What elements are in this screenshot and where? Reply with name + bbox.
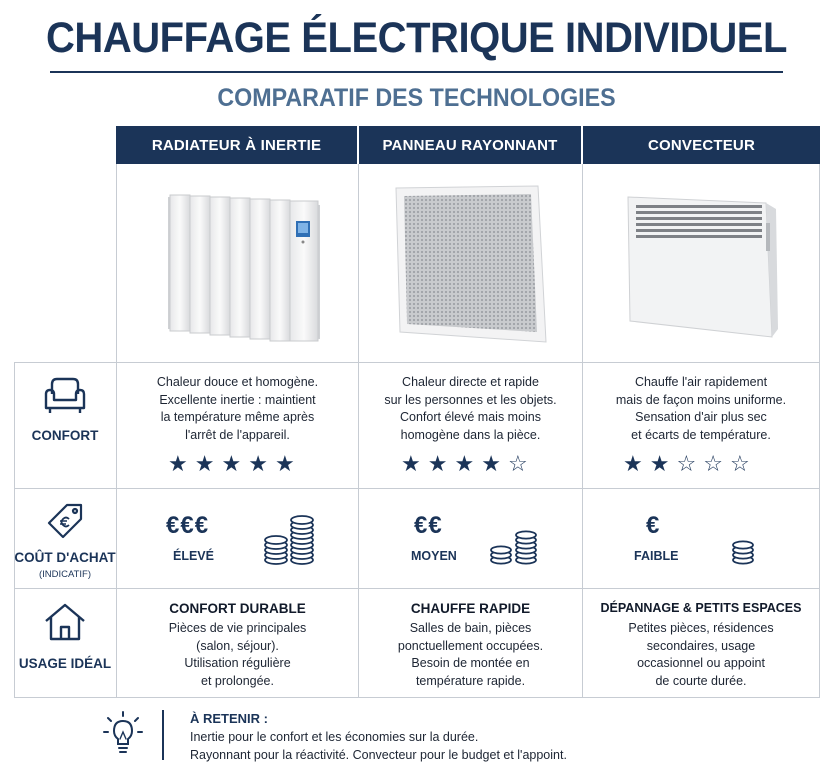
text-line: Pièces de vie principales <box>168 621 307 635</box>
text-line: Utilisation régulière <box>184 656 291 670</box>
cost-level-convecteur: FAIBLE <box>634 549 679 563</box>
lightbulb-icon <box>102 710 144 756</box>
star-empty-icon: ☆ <box>676 451 697 476</box>
text-line: Petites pièces, résidences <box>628 621 774 635</box>
title-divider <box>50 71 783 73</box>
star-filled-icon: ★ <box>194 451 215 476</box>
star-filled-icon: ★ <box>401 451 421 476</box>
text-line: Chauffe l'air rapidement <box>634 375 768 389</box>
grid-line <box>14 588 820 589</box>
text-line: mais de façon moins uniforme. <box>615 392 787 407</box>
row-label-text: CONFORT <box>31 428 99 443</box>
usage-title-inertie: CONFORT DURABLE <box>169 601 306 616</box>
grid-line <box>819 164 820 698</box>
star-filled-icon: ★ <box>248 451 268 476</box>
star-filled-icon: ★ <box>649 451 670 476</box>
text-line: secondaires, usage <box>646 638 756 653</box>
text-line: Confort élevé mais moins <box>399 410 542 424</box>
star-empty-icon: ☆ <box>729 451 750 476</box>
radiateur-inertie-image <box>117 166 358 362</box>
text-line: Chaleur douce et homogène. <box>156 375 319 389</box>
retenir-divider <box>162 710 164 760</box>
text-line: de courte durée. <box>655 673 747 688</box>
star-filled-icon: ★ <box>427 451 448 476</box>
text-line: ponctuellement occupées. <box>397 638 544 653</box>
text-line: et prolongée. <box>201 673 274 688</box>
text-line: Chaleur directe et rapide <box>402 375 539 389</box>
euro-tag-icon <box>45 502 85 540</box>
page-subtitle: COMPARATIF DES TECHNOLOGIES <box>217 84 616 112</box>
star-empty-icon: ☆ <box>507 451 528 476</box>
usage-title-rayonnant: CHAUFFE RAPIDE <box>410 601 531 616</box>
text-line: l'arrêt de l'appareil. <box>185 427 290 442</box>
column-header-rayonnant: PANNEAU RAYONNANT <box>359 126 581 164</box>
row-sublabel-text: (INDICATIF) <box>38 569 92 580</box>
star-filled-icon: ★ <box>221 451 242 476</box>
grid-line <box>14 697 820 698</box>
text-line: homogène dans la pièce. <box>400 427 541 442</box>
convecteur-image <box>583 166 819 362</box>
text-line: et écarts de température. <box>631 427 771 442</box>
text-line: la température même après <box>160 410 315 424</box>
star-empty-icon: ☆ <box>703 451 723 476</box>
coin-stacks-medium-icon <box>488 526 540 566</box>
usage-text-convecteur <box>583 620 819 690</box>
star-filled-icon: ★ <box>168 451 188 476</box>
cost-level-rayonnant: MOYEN <box>411 549 457 563</box>
text-line: Sensation d'air plus sec <box>635 410 767 424</box>
row-label-text: USAGE IDÉAL <box>18 656 112 671</box>
page-title: CHAUFFAGE ÉLECTRIQUE INDIVIDUEL <box>45 14 787 62</box>
coin-stack-small-icon <box>730 538 756 566</box>
cost-symbol-inertie: €€€ <box>166 512 210 539</box>
rating-stars-rayonnant <box>401 453 528 475</box>
retenir-line: Rayonnant pour la réactivité. Convecteur pour le budget et l'appoint. <box>190 748 567 762</box>
cost-symbol-rayonnant: €€ <box>414 512 443 539</box>
confort-text-convecteur <box>583 374 819 444</box>
text-line: Salles de bain, pièces <box>409 621 532 635</box>
text-line: (salon, séjour). <box>196 638 279 653</box>
text-line: température rapide. <box>415 673 526 688</box>
retenir-title: À RETENIR : <box>190 711 268 726</box>
armchair-icon <box>42 376 88 416</box>
column-header-inertie: RADIATEUR À INERTIE <box>116 126 357 164</box>
coin-stacks-large-icon <box>262 510 318 566</box>
row-label-confort <box>14 376 116 443</box>
row-label-cout <box>14 502 116 580</box>
star-filled-icon: ★ <box>454 451 475 476</box>
text-line: Besoin de montée en <box>411 656 530 670</box>
row-label-usage <box>14 602 116 671</box>
grid-line <box>14 488 820 489</box>
cost-level-inertie: ÉLEVÉ <box>173 549 214 563</box>
usage-text-rayonnant <box>359 620 582 690</box>
column-header-convecteur: CONVECTEUR <box>583 126 820 164</box>
rating-stars-convecteur <box>623 453 750 475</box>
text-line: sur les personnes et les objets. <box>384 392 557 407</box>
confort-text-rayonnant <box>359 374 582 444</box>
usage-title-convecteur: DÉPANNAGE & PETITS ESPACES <box>600 601 802 615</box>
grid-line <box>14 362 820 363</box>
row-label-text: COÛT D'ACHAT <box>14 550 116 565</box>
star-filled-icon: ★ <box>274 451 295 476</box>
cost-symbol-convecteur: € <box>646 512 661 539</box>
text-line: Excellente inertie : maintient <box>159 392 316 407</box>
star-filled-icon: ★ <box>623 451 643 476</box>
retenir-line: Inertie pour le confort et les économies sur la durée. <box>190 730 479 744</box>
rating-stars-inertie <box>168 453 295 475</box>
star-filled-icon: ★ <box>481 451 501 476</box>
usage-text-inertie <box>117 620 358 690</box>
panneau-rayonnant-image <box>359 166 582 362</box>
text-line: occasionnel ou appoint <box>637 656 765 670</box>
confort-text-inertie <box>117 374 358 444</box>
house-icon <box>43 602 87 642</box>
